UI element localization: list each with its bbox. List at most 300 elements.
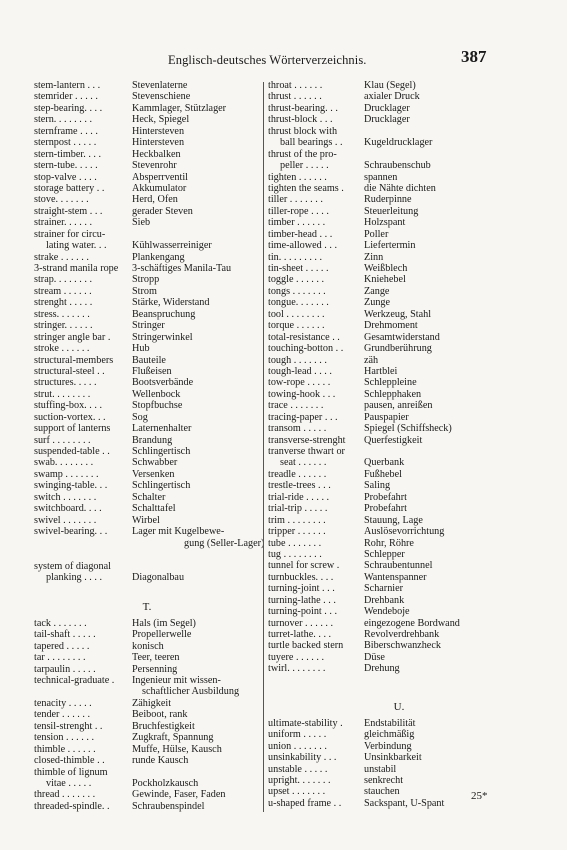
german-translation: Pauspapier xyxy=(364,411,409,423)
german-translation: Lager mit Kugelbewe- xyxy=(132,526,225,538)
english-term: trial-ride . . . . . xyxy=(268,491,330,503)
german-translation: Versenken xyxy=(132,468,175,480)
english-term: swivel-bearing. . . xyxy=(34,526,108,538)
dictionary-entry xyxy=(268,297,530,308)
dictionary-entry xyxy=(268,377,530,388)
english-term: tool . . . . . . . . xyxy=(268,308,325,320)
dictionary-entry xyxy=(268,366,530,377)
german-translation: Schraubenspindel xyxy=(132,800,205,812)
dictionary-entry xyxy=(268,492,530,503)
german-translation: zäh xyxy=(364,354,379,366)
dictionary-entry xyxy=(268,80,530,91)
german-translation: Liefertermin xyxy=(364,240,416,252)
english-term: thrust of the pro- xyxy=(268,148,337,160)
german-translation: Probefahrt xyxy=(364,491,407,503)
dictionary-entry xyxy=(34,160,260,171)
english-term: tunnel for screw . xyxy=(268,560,340,572)
english-term: vitae . . . . . xyxy=(46,777,92,789)
column-divider xyxy=(263,82,264,812)
english-term: strenght . . . . . xyxy=(34,297,93,309)
german-translation: Schalter xyxy=(132,491,166,503)
dictionary-entry xyxy=(34,263,260,274)
english-term: swamp . . . . . . . xyxy=(34,468,99,480)
german-translation: Sackspant, U-Spant xyxy=(364,797,445,809)
german-translation: Zähigkeit xyxy=(132,697,172,709)
english-term: uniform . . . . . xyxy=(268,729,327,741)
english-term: stroke . . . . . . xyxy=(34,343,90,355)
german-translation: Bruchfestigkeit xyxy=(132,720,195,732)
german-translation: Drucklager xyxy=(364,114,410,126)
dictionary-entry xyxy=(268,412,530,423)
dictionary-entry xyxy=(34,412,260,423)
dictionary-entry xyxy=(268,786,530,797)
english-term: tar . . . . . . . . xyxy=(34,652,86,664)
english-term: thread . . . . . . . xyxy=(34,789,96,801)
english-term: trim . . . . . . . . xyxy=(268,514,326,526)
german-translation: Stevenlaterne xyxy=(132,80,188,91)
english-term: thrust . . . . . . xyxy=(268,91,322,103)
german-translation: 3-schäftiges Manila-Tau xyxy=(132,263,232,274)
english-term: thrust-bearing. . . xyxy=(268,102,338,114)
dictionary-entry xyxy=(268,515,530,526)
u-entries-list xyxy=(268,718,530,810)
dictionary-entry xyxy=(34,229,260,240)
english-term: stove. . . . . . . xyxy=(34,194,89,206)
english-term: surf . . . . . . . . xyxy=(34,434,91,446)
german-translation: Stärke, Widerstand xyxy=(132,297,210,309)
german-translation: Hintersteven xyxy=(132,137,185,149)
german-translation: schaftlicher Ausbildung xyxy=(142,686,240,698)
dictionary-entry xyxy=(268,764,530,775)
english-term: sternpost . . . . . xyxy=(34,137,97,149)
german-translation: Ingenieur mit wissen- xyxy=(132,675,221,686)
dictionary-entry xyxy=(34,274,260,285)
dictionary-entry xyxy=(34,755,260,766)
dictionary-entry xyxy=(34,675,260,686)
german-translation: Wendeboje xyxy=(364,606,410,618)
german-translation: Heckbalken xyxy=(132,148,181,160)
english-term: tin-sheet . . . . . xyxy=(268,263,329,274)
dictionary-entry xyxy=(34,778,260,789)
dictionary-entry xyxy=(34,366,260,377)
dictionary-entry xyxy=(268,595,530,606)
german-translation: Gesamtwiderstand xyxy=(364,331,440,343)
english-term: thimble of lignum xyxy=(34,766,108,778)
german-translation: Propellerwelle xyxy=(132,629,192,641)
english-term: tack . . . . . . . xyxy=(34,617,87,629)
german-translation: Drehbank xyxy=(364,594,405,606)
english-term: tranverse thwart or xyxy=(268,446,345,457)
german-translation: die Nähte dichten xyxy=(364,182,436,194)
dictionary-entry xyxy=(34,561,260,572)
english-term: turning-lathe . . . xyxy=(268,594,336,606)
dictionary-entry xyxy=(34,217,260,228)
dictionary-entry xyxy=(34,492,260,503)
german-translation: Hintersteven xyxy=(132,125,185,137)
german-translation: runde Kausch xyxy=(132,755,189,767)
english-term: stress. . . . . . . xyxy=(34,308,90,320)
english-term: strake . . . . . . xyxy=(34,251,89,263)
english-term: tug . . . . . . . . xyxy=(268,548,322,560)
german-translation: Scharnier xyxy=(364,583,404,595)
dictionary-entry xyxy=(268,435,530,446)
english-term: threaded-spindle. . xyxy=(34,800,110,812)
english-term: stern-tube. . . . . xyxy=(34,160,98,172)
english-term: trace . . . . . . . xyxy=(268,400,324,412)
dictionary-entry xyxy=(268,400,530,411)
german-translation: Verbindung xyxy=(364,740,412,752)
dictionary-entry xyxy=(268,469,530,480)
s-entries-list xyxy=(34,80,265,584)
german-translation: Revolverdrehbank xyxy=(364,629,440,640)
english-term: tension . . . . . . xyxy=(34,732,94,744)
english-term: timber-head . . . xyxy=(268,228,333,240)
german-translation: Querbank xyxy=(364,457,405,469)
english-term: time-allowed . . . xyxy=(268,240,338,252)
dictionary-entry xyxy=(268,114,530,125)
dictionary-entry xyxy=(268,718,530,729)
english-term: toggle . . . . . . xyxy=(268,274,325,286)
dictionary-entry xyxy=(268,183,530,194)
german-translation: Zugkraft, Spannung xyxy=(132,732,214,744)
dictionary-entry xyxy=(268,663,530,674)
german-translation: Kühlwasserreiniger xyxy=(132,240,212,252)
german-translation: Hartblei xyxy=(364,365,398,377)
dictionary-entry xyxy=(34,252,260,263)
german-translation: Schwabber xyxy=(132,457,178,469)
english-term: tender . . . . . . xyxy=(34,709,91,721)
dictionary-entry xyxy=(268,320,530,331)
german-translation: Absperrventil xyxy=(132,171,189,183)
english-term: tow-rope . . . . . xyxy=(268,377,331,389)
dictionary-entry xyxy=(34,149,260,160)
english-term: stern. . . . . . . . xyxy=(34,114,93,126)
german-translation: Weißblech xyxy=(364,263,408,274)
german-translation: gung (Seller-Lager) xyxy=(184,537,265,549)
dictionary-entry xyxy=(268,160,530,171)
dictionary-entry xyxy=(34,767,260,778)
german-translation: Laternenhalter xyxy=(132,423,192,435)
english-term: twirl. . . . . . . . xyxy=(268,663,326,675)
dictionary-entry xyxy=(34,686,260,697)
german-translation: Persenning xyxy=(132,663,178,675)
german-translation: Diagonalbau xyxy=(132,572,185,584)
english-term: touching-botton . . xyxy=(268,343,344,355)
dictionary-entry xyxy=(268,741,530,752)
running-header: Englisch-deutsches Wörterverzeichnis. xyxy=(168,53,367,67)
dictionary-entry xyxy=(34,114,260,125)
german-translation: Kugeldrucklager xyxy=(364,137,433,149)
dictionary-entry xyxy=(268,480,530,491)
german-translation: Drehmoment xyxy=(364,320,418,332)
english-term: lating water. . . xyxy=(46,240,107,252)
dictionary-entry xyxy=(34,206,260,217)
german-translation: Unsinkbarkeit xyxy=(364,752,422,764)
german-translation: Auslösevorrichtung xyxy=(364,526,445,538)
english-term: tripper . . . . . . xyxy=(268,526,326,538)
dictionary-entry xyxy=(34,183,260,194)
t-entries-list-continued xyxy=(268,80,530,675)
dictionary-entry xyxy=(34,515,260,526)
english-term: tiller-rope . . . . xyxy=(268,205,329,217)
dictionary-entry xyxy=(268,263,530,274)
dictionary-entry xyxy=(268,560,530,571)
dictionary-entry xyxy=(268,618,530,629)
dictionary-entry xyxy=(34,698,260,709)
german-translation: Brandung xyxy=(132,434,173,446)
english-term: throat . . . . . . xyxy=(268,80,323,91)
german-translation: stauchen xyxy=(364,786,400,798)
dictionary-entry xyxy=(34,732,260,743)
english-term: planking . . . . xyxy=(46,572,103,584)
german-translation: Steuerleitung xyxy=(364,205,419,217)
dictionary-entry xyxy=(34,435,260,446)
dictionary-entry xyxy=(34,91,260,102)
german-translation: eingezogene Bordwand xyxy=(364,617,460,629)
dictionary-entry xyxy=(268,629,530,640)
english-term: strut. . . . . . . . xyxy=(34,388,91,400)
english-term: timber . . . . . . xyxy=(268,217,326,229)
dictionary-entry xyxy=(34,789,260,800)
english-term: technical-graduate . xyxy=(34,675,115,686)
dictionary-entry xyxy=(268,126,530,137)
german-translation: Pockholzkausch xyxy=(132,777,199,789)
german-translation: Heck, Spiegel xyxy=(132,114,190,126)
dictionary-entry xyxy=(268,652,530,663)
dictionary-entry xyxy=(268,526,530,537)
english-term: trestle-trees . . . xyxy=(268,480,331,492)
german-translation: Spiegel (Schiffsheck) xyxy=(364,423,452,435)
english-term: tracing-paper . . . xyxy=(268,411,338,423)
dictionary-entry xyxy=(34,343,260,354)
english-term: swab. . . . . . . . xyxy=(34,457,94,469)
t-entries-list xyxy=(34,618,260,812)
english-term: tensil-strenght . . xyxy=(34,720,103,732)
dictionary-entry xyxy=(268,538,530,549)
english-term: turnbuckles. . . . xyxy=(268,571,334,583)
german-translation: Flußeisen xyxy=(132,365,172,377)
german-translation: Fußhebel xyxy=(364,468,402,480)
dictionary-entry xyxy=(268,355,530,366)
german-translation: gerader Steven xyxy=(132,205,193,217)
dictionary-entry xyxy=(34,103,260,114)
german-translation: Schalttafel xyxy=(132,503,176,515)
english-term: tighten . . . . . . xyxy=(268,171,327,183)
english-term: stringer angle bar . xyxy=(34,331,111,343)
dictionary-entry xyxy=(34,457,260,468)
dictionary-entry xyxy=(34,309,260,320)
dictionary-entry xyxy=(268,217,530,228)
german-translation: Düse xyxy=(364,651,385,663)
dictionary-entry xyxy=(268,309,530,320)
english-term: ultimate-stability . xyxy=(268,717,343,729)
english-term: switchboard. . . . xyxy=(34,503,102,515)
german-translation: gleichmäßig xyxy=(364,729,415,741)
german-translation: Stropp xyxy=(132,274,160,286)
english-term: stringer. . . . . . xyxy=(34,320,93,332)
german-translation: Schlepper xyxy=(364,548,405,560)
english-term: tail-shaft . . . . . xyxy=(34,629,96,641)
german-translation: spannen xyxy=(364,171,398,183)
german-translation: Plankengang xyxy=(132,251,185,263)
english-term: turning-joint . . . xyxy=(268,583,335,595)
dictionary-entry xyxy=(268,206,530,217)
german-translation: Werkzeug, Stahl xyxy=(364,308,432,320)
dictionary-entry xyxy=(34,721,260,732)
english-term: thrust-block . . . xyxy=(268,114,333,126)
dictionary-entry xyxy=(34,80,260,91)
english-term: tough-lead . . . . xyxy=(268,365,332,377)
dictionary-entry xyxy=(34,709,260,720)
german-translation: Probefahrt xyxy=(364,503,407,515)
german-translation: Kammlager, Stützlager xyxy=(132,102,227,114)
dictionary-entry xyxy=(268,389,530,400)
dictionary-entry xyxy=(268,446,530,457)
dictionary-entry xyxy=(34,618,260,629)
dictionary-entry xyxy=(268,503,530,514)
dictionary-entry xyxy=(34,172,260,183)
dictionary-entry xyxy=(268,229,530,240)
dictionary-entry xyxy=(34,537,265,549)
english-term: structural-steel . . xyxy=(34,365,105,377)
german-translation: Drucklager xyxy=(364,102,410,114)
german-translation: Sog xyxy=(132,411,148,423)
dictionary-entry xyxy=(34,629,260,640)
dictionary-entry xyxy=(268,752,530,763)
english-term: tapered . . . . . xyxy=(34,640,90,652)
dictionary-entry xyxy=(34,469,260,480)
dictionary-entry xyxy=(268,274,530,285)
german-translation: Stringer xyxy=(132,320,165,332)
german-translation: Stevenschiene xyxy=(132,91,191,103)
english-term: treadle . . . . . . xyxy=(268,468,327,480)
printer-signature: 25* xyxy=(471,790,488,802)
dictionary-entry xyxy=(34,572,260,583)
english-term: transom . . . . . xyxy=(268,423,327,435)
english-term: strainer for circu- xyxy=(34,228,106,240)
english-term: strainer. . . . . . xyxy=(34,217,93,229)
english-term: swinging-table. . . xyxy=(34,480,108,492)
english-term: structures. . . . . xyxy=(34,377,97,389)
right-column xyxy=(268,80,530,809)
english-term: storage battery . . xyxy=(34,182,105,194)
dictionary-entry xyxy=(34,240,260,251)
section-heading-t: T. xyxy=(142,600,152,613)
page-number: 387 xyxy=(461,47,487,66)
dictionary-entry xyxy=(34,320,260,331)
dictionary-entry xyxy=(34,664,260,675)
german-translation: Schraubentunnel xyxy=(364,560,433,572)
german-translation: Sieb xyxy=(132,217,151,229)
german-translation: Stopfbuchse xyxy=(132,400,183,412)
german-translation: Drehung xyxy=(364,663,400,675)
german-translation: Zinn xyxy=(364,251,384,263)
dictionary-entry xyxy=(268,137,530,148)
dictionary-entry xyxy=(268,775,530,786)
english-term: tin. . . . . . . . . xyxy=(268,251,323,263)
german-translation: Poller xyxy=(364,228,389,240)
german-translation: konisch xyxy=(132,640,164,652)
english-term: seat . . . . . . xyxy=(280,457,327,469)
german-translation: Querfestigkeit xyxy=(364,434,423,446)
german-translation: Zunge xyxy=(364,297,391,309)
dictionary-entry xyxy=(34,423,260,434)
dictionary-entry xyxy=(34,446,260,457)
german-translation: Beanspruchung xyxy=(132,308,196,320)
dictionary-entry xyxy=(34,332,260,343)
english-term: unsinkability . . . xyxy=(268,752,337,764)
dictionary-entry xyxy=(268,240,530,251)
dictionary-entry xyxy=(34,297,260,308)
english-term: trial-trip . . . . . xyxy=(268,503,328,515)
english-term: tongs . . . . . . . xyxy=(268,285,326,297)
english-term: unstable . . . . . xyxy=(268,763,328,775)
german-translation: Wirbel xyxy=(132,514,160,526)
english-term: tiller . . . . . . . xyxy=(268,194,323,206)
german-translation: Schlepphaken xyxy=(364,388,422,400)
left-column xyxy=(34,80,265,812)
dictionary-entry xyxy=(268,606,530,617)
german-translation: Kniehebel xyxy=(364,274,406,286)
english-term: strap. . . . . . . . xyxy=(34,274,93,286)
german-translation: Schraubenschub xyxy=(364,160,431,172)
english-term: sternframe . . . . xyxy=(34,125,98,137)
dictionary-entry xyxy=(34,400,260,411)
english-term: tongue. . . . . . . xyxy=(268,297,329,309)
dictionary-entry xyxy=(34,389,260,400)
german-translation: Schleppleine xyxy=(364,377,417,389)
dictionary-entry xyxy=(34,526,260,537)
german-translation: Stauung, Lage xyxy=(364,514,423,526)
german-translation: Beiboot, rank xyxy=(132,709,188,721)
english-term: total-resistance . . xyxy=(268,331,340,343)
english-term: suspended-table . . xyxy=(34,446,110,457)
dictionary-entry xyxy=(268,194,530,205)
dictionary-entry xyxy=(34,355,260,366)
german-translation: Wantenspanner xyxy=(364,571,427,583)
dictionary-entry xyxy=(268,103,530,114)
dictionary-entry xyxy=(34,126,260,137)
german-translation: Zange xyxy=(364,285,390,297)
english-term: stemrider . . . . . xyxy=(34,91,98,103)
german-translation: Teer, teeren xyxy=(132,652,180,664)
dictionary-entry xyxy=(268,423,530,434)
dictionary-entry xyxy=(268,729,530,740)
english-term: transverse-strenght xyxy=(268,434,346,446)
german-translation: Muffe, Hülse, Kausch xyxy=(132,743,222,755)
dictionary-entry xyxy=(268,91,530,102)
german-translation: Endstabilität xyxy=(364,717,416,729)
section-heading-u: U. xyxy=(393,700,405,713)
german-translation: Schlingertisch xyxy=(132,480,191,492)
english-term: ball bearings . . xyxy=(280,137,343,149)
english-term: 3-strand manila rope xyxy=(34,263,119,274)
english-term: stem-lantern . . . xyxy=(34,80,101,91)
dictionary-entry xyxy=(268,332,530,343)
dictionary-entry xyxy=(268,172,530,183)
english-term: upset . . . . . . . xyxy=(268,786,326,798)
german-translation: Gewinde, Faser, Faden xyxy=(132,789,226,801)
german-translation: Hub xyxy=(132,343,150,355)
german-translation: Wellenbock xyxy=(132,388,181,400)
dictionary-entry xyxy=(34,744,260,755)
english-term: step-bearing. . . . xyxy=(34,102,103,114)
english-term: system of diagonal xyxy=(34,560,111,572)
german-translation: Ruderpinne xyxy=(364,194,412,206)
german-translation: senkrecht xyxy=(364,774,404,786)
english-term: turret-lathe. . . . xyxy=(268,629,332,640)
dictionary-entry xyxy=(34,480,260,491)
